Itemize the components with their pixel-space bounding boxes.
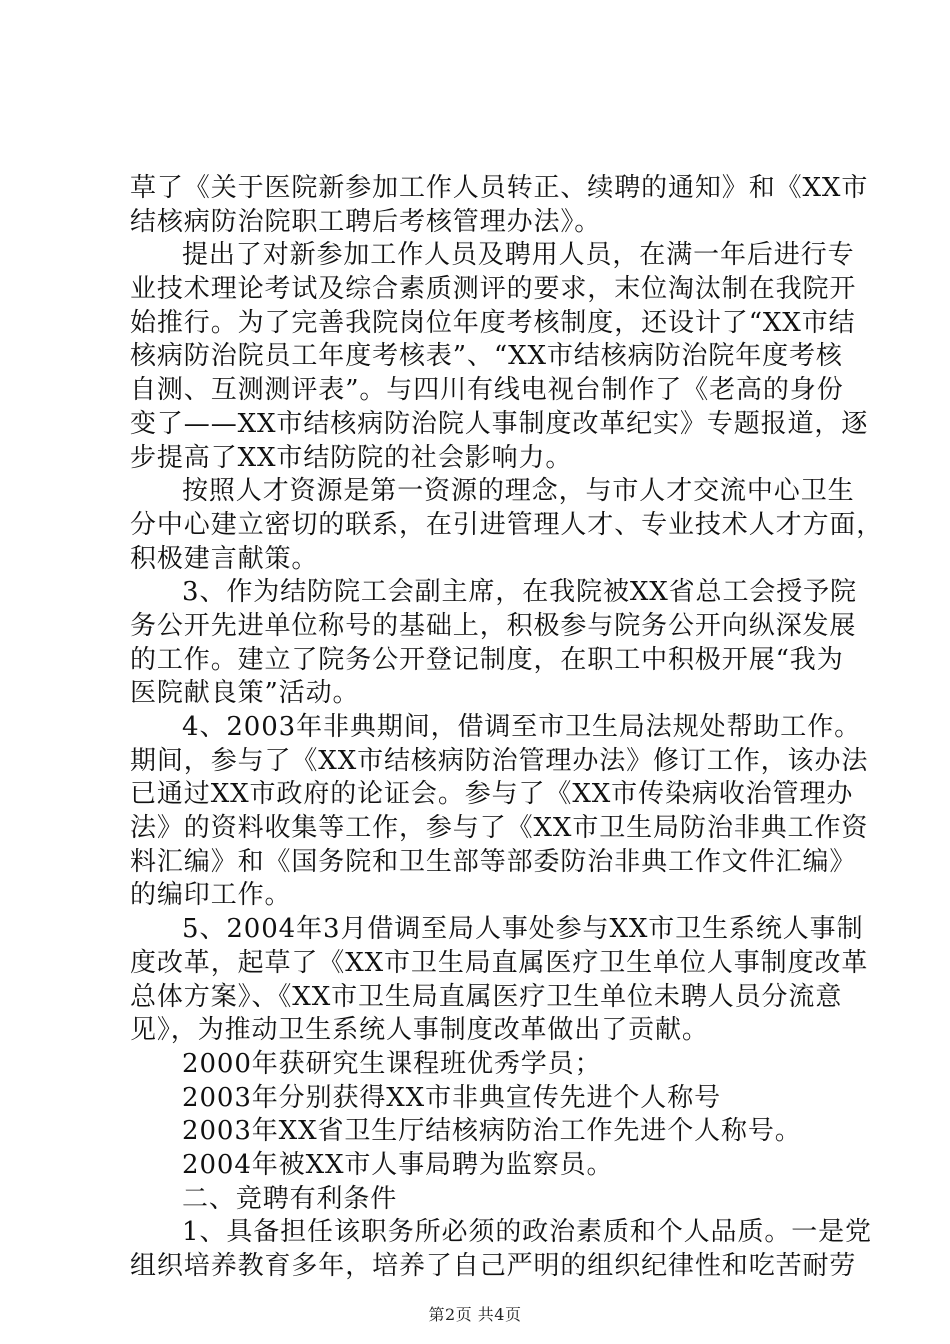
text-line: 始推行。为了完善我院岗位年度考核制度，还设计了“XX市结 (130, 307, 856, 338)
text-line: 步提高了XX市结防院的社会影响力。 (130, 442, 573, 473)
text-line: 见》，为推动卫生系统人事制度改革做出了贡献。 (130, 1015, 709, 1046)
text-line: 已通过XX市政府的论证会。参与了《XX市传染病收治管理办 (130, 779, 854, 810)
text-line: 结核病防治院职工聘后考核管理办法》。 (130, 206, 602, 237)
text-line: 3、作为结防院工会副主席，在我院被XX省总工会授予院 (182, 577, 857, 608)
text-line: 5、2004年3月借调至局人事处参与XX市卫生系统人事制 (182, 914, 864, 945)
text-line: 2003年XX省卫生厅结核病防治工作先进个人称号。 (182, 1116, 802, 1147)
text-line: 务公开先进单位称号的基础上，积极参与院务公开向纵深发展 (130, 610, 857, 641)
text-line: 分中心建立密切的联系，在引进管理人才、专业技术人才方面， (130, 509, 884, 540)
text-line: 4、2003年非典期间，借调至市卫生局法规处帮助工作。 (182, 712, 862, 742)
text-line: 医院献良策”活动。 (130, 678, 360, 709)
text-line: 2000年获研究生课程班优秀学员； (182, 1048, 602, 1079)
text-line: 二、竞聘有利条件 (182, 1183, 398, 1214)
text-line: 草了《关于医院新参加工作人员转正、续聘的通知》和《XX市 (130, 173, 869, 203)
text-line: 度改革，起草了《XX市卫生局直属医疗卫生单位人事制度改革 (130, 947, 869, 978)
text-line: 组织培养教育多年，培养了自己严明的组织纪律性和吃苦耐劳 (130, 1251, 857, 1281)
text-line: 按照人才资源是第一资源的理念，与市人才交流中心卫生 (182, 476, 855, 507)
text-line: 变了——XX市结核病防治院人事制度改革纪实》专题报道，逐 (130, 408, 869, 439)
text-line: 自测、互测测评表”。与四川有线电视台制作了《老高的身份 (130, 375, 844, 406)
text-line: 积极建言献策。 (130, 543, 319, 574)
text-line: 的工作。建立了院务公开登记制度，在职工中积极开展“我为 (130, 644, 844, 675)
text-line: 总体方案》、《XX市卫生局直属医疗卫生单位未聘人员分流意 (130, 981, 843, 1012)
text-line: 核病防治院员工年度考核表”、“XX市结核病防治院年度考核 (130, 341, 843, 372)
text-line: 期间，参与了《XX市结核病防治管理办法》修订工作，该办法 (130, 745, 869, 776)
page-footer: 第2页 共4页 (428, 1305, 522, 1324)
document-body (130, 172, 884, 1284)
text-line: 2004年被XX市人事局聘为监察员。 (182, 1149, 614, 1180)
text-line: 法》的资料收集等工作，参与了《XX市卫生局防治非典工作资 (130, 813, 869, 844)
text-line: 业技术理论考试及综合素质测评的要求，末位淘汰制在我院开 (130, 274, 857, 305)
text-line: 1、具备担任该职务所必须的政治素质和个人品质。一是党 (182, 1217, 872, 1248)
text-line: 2003年分别获得XX市非典宣传先进个人称号 (182, 1082, 721, 1113)
text-line: 的编印工作。 (130, 880, 292, 911)
text-line: 料汇编》和《国务院和卫生部等部委防治非典工作文件汇编》 (130, 846, 857, 877)
text-line: 提出了对新参加工作人员及聘用人员，在满一年后进行专 (182, 240, 855, 271)
